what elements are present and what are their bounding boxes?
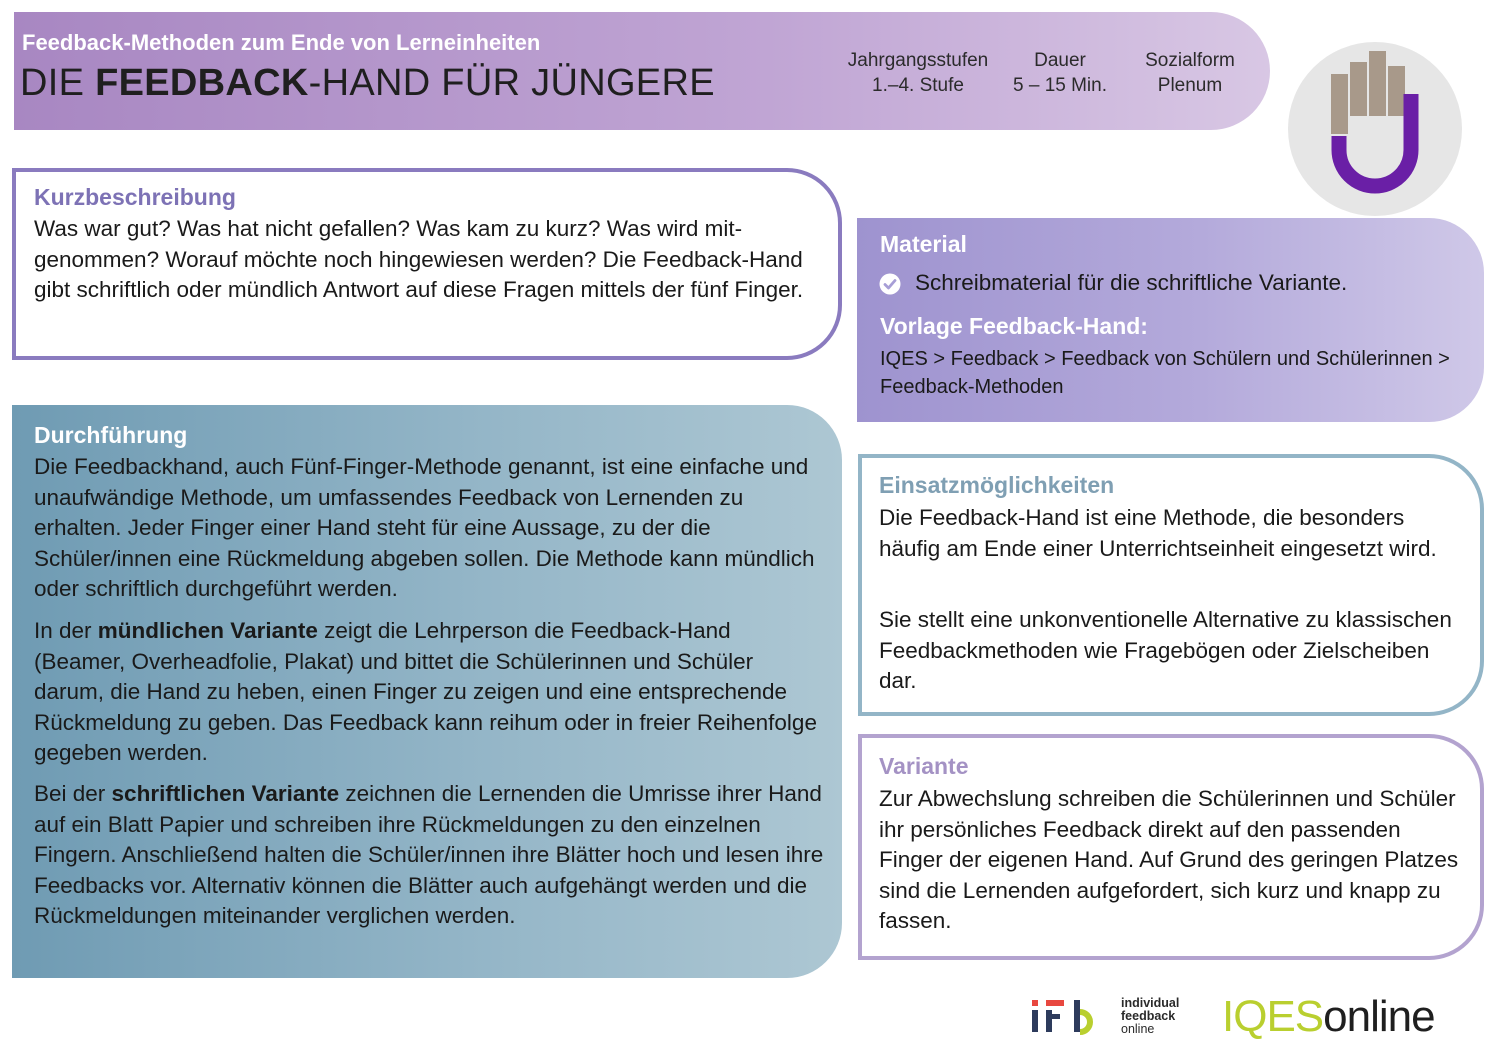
kurzbeschreibung-heading: Kurzbeschreibung bbox=[34, 184, 236, 210]
variante-heading: Variante bbox=[879, 753, 969, 779]
ifb-logo-text bbox=[1121, 997, 1179, 1036]
einsatz-paragraph-1: Die Feedback-Hand ist eine Methode, die besonders häufig am Ende einer Unterrichtseinheit eingesetzt wird. bbox=[879, 505, 1437, 561]
p2-pre: In der bbox=[34, 618, 98, 643]
p2-post: zeigt die Lehrperson die Feedback-Hand (Beamer, Overheadfolie, Plakat) und bittet die Schülerinnen und Schüler darum, die Hand zu heben, einen Finger zu zeigen und eine entsprechende Rückmeldung zu geben. Das Feedback kann reihum oder in freier Reihenfolge gegeben werden. bbox=[34, 618, 817, 765]
meta-duration-value: 5 – 15 Min. bbox=[1013, 75, 1107, 96]
material-heading: Material bbox=[880, 231, 967, 257]
hand-icon bbox=[1288, 42, 1462, 216]
p3-bold: schriftlichen Variante bbox=[111, 781, 340, 806]
material-item: Schreibmaterial für die schriftliche Variante. bbox=[915, 270, 1348, 295]
p2-bold: mündlichen Variante bbox=[97, 618, 318, 643]
meta-social bbox=[1130, 48, 1250, 98]
page-title bbox=[20, 62, 715, 105]
ifb-line-3: online bbox=[1121, 1022, 1155, 1036]
p3-pre: Bei der bbox=[34, 781, 112, 806]
meta-social-value: Plenum bbox=[1157, 75, 1223, 96]
durchfuehrung-paragraph-3 bbox=[34, 779, 824, 932]
iqes-logo-part-2: online bbox=[1323, 992, 1435, 1041]
vorlage-path: IQES > Feedback > Feedback von Schülern und Schülerinnen > Feedback-Methoden bbox=[880, 348, 1450, 398]
variante-text: Zur Abwechslung schreiben die Schülerinnen und Schüler ihr persönliches Feedback direkt auf den passenden Finger der eigenen Hand. Auf Grund des geringen Platzes sind die Lernenden aufgefordert, sich kurz und knapp zu fassen. bbox=[879, 786, 1459, 933]
kurzbeschreibung-text: Was war gut? Was hat nicht gefallen? Was kam zu kurz? Was wird mitgenommen? Worauf möchte noch hingewiesen werden? Die Feedback-Hand gibt schriftlich oder mündlich Antwort auf diese Fragen mittels der fünf Finger. bbox=[34, 216, 804, 302]
meta-grades-label: Jahrgangsstufen bbox=[847, 50, 989, 71]
iqes-logo-part-1: IQES bbox=[1222, 992, 1324, 1041]
ifb-line-1: individual bbox=[1121, 996, 1180, 1010]
meta-duration-label: Dauer bbox=[1034, 50, 1086, 71]
title-suffix: -HAND FÜR JÜNGERE bbox=[308, 62, 715, 104]
iqes-logo bbox=[1222, 992, 1435, 1042]
header-subtitle: Feedback-Methoden zum Ende von Lerneinheiten bbox=[22, 30, 541, 55]
ifb-logo-icon bbox=[1030, 996, 1110, 1036]
meta-duration bbox=[1000, 48, 1120, 98]
einsatz-paragraph-2: Sie stellt eine unkonventionelle Alternative zu klassischen Feedbackmethoden wie Fragebögen oder Zielscheiben dar. bbox=[879, 607, 1452, 693]
meta-grades bbox=[828, 48, 1008, 98]
durchfuehrung-paragraph-2 bbox=[34, 616, 824, 769]
meta-grades-value: 1.–4. Stufe bbox=[872, 75, 964, 96]
durchfuehrung-paragraph-1: Die Feedbackhand, auch Fünf-Finger-Methode genannt, ist eine einfache und unaufwändige Methode, um umfassendes Feedback von Lernenden zu erhalten. Jeder Finger einer Hand steht für eine Aussage, zu der die Schüler/innen eine Rückmeldung abgeben sollen. Die Methode kann mündlich oder schriftlich durchgeführt werden. bbox=[34, 454, 815, 601]
durchfuehrung-heading: Durchführung bbox=[34, 422, 188, 448]
ifb-line-2: feedback bbox=[1121, 1009, 1176, 1023]
einsatz-heading: Einsatzmöglichkeiten bbox=[879, 472, 1115, 498]
title-prefix: DIE bbox=[20, 62, 96, 104]
p3-post: zeichnen die Lernenden die Umrisse ihrer Hand auf ein Blatt Papier und schreiben ihre Rückmeldungen zu den einzelnen Fingern. Anschließend halten die Schüler/innen ihre Blätter hoch und lesen ihre Feedbacks vor. Alternativ können die Blätter auch aufgehängt werden und die Rückmeldungen miteinander verglichen werden. bbox=[34, 781, 824, 928]
check-circle-icon bbox=[879, 273, 901, 295]
vorlage-heading: Vorlage Feedback-Hand: bbox=[880, 313, 1148, 339]
meta-social-label: Sozialform bbox=[1145, 50, 1235, 71]
title-bold: FEEDBACK bbox=[95, 62, 309, 104]
